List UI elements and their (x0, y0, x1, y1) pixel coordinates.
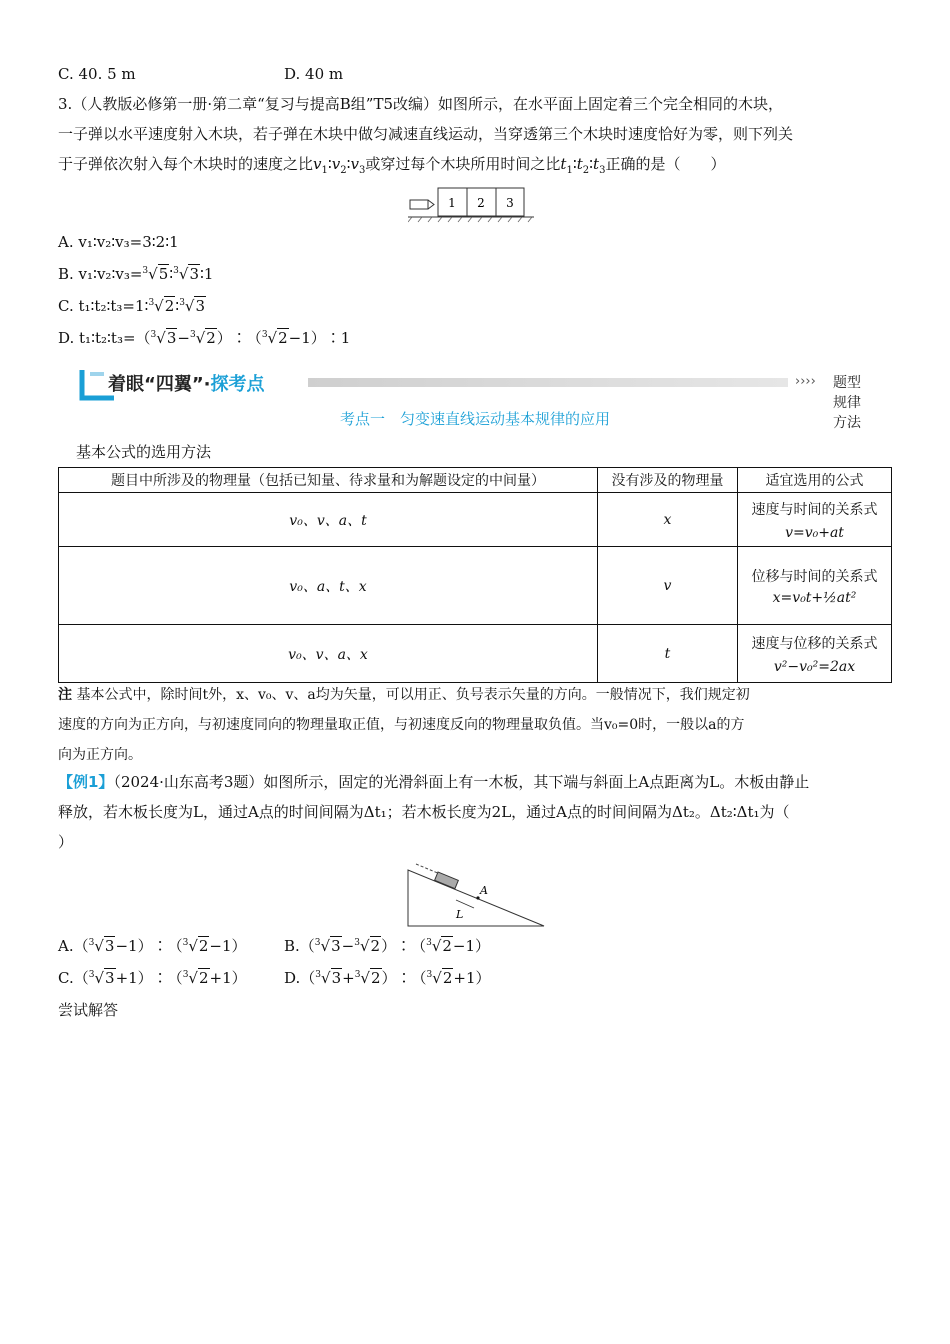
banner-title-b: 探考点 (210, 374, 265, 395)
q3-text-3c: 正确的是（ ） (605, 155, 726, 173)
example1-text-3: ） (58, 833, 74, 851)
row2-formula-name: 位移与时间的关系式 (751, 568, 878, 585)
q3-text-3a: 于子弹依次射入每个木块时的速度之比 (58, 155, 314, 173)
q3-number: 3. (58, 95, 73, 113)
note-text-1: 基本公式中，除时间t外，x、v₀、v、a均为矢量，可以用正、负号表示矢量的方向。一般情况下，我们规定初 (76, 687, 750, 703)
q3-line2 (58, 124, 793, 144)
q3-line1 (58, 94, 783, 114)
bullet-blocks-figure (408, 186, 540, 224)
banner-keywords: 题型 规律 方法 (833, 375, 861, 431)
row1-formula: v=v₀+at (785, 524, 844, 541)
label-a: A (480, 884, 488, 897)
q3-option-d: D. t₁∶t₂∶t₃=（$^3$√3−$^3$√2）∶（$^3$√2−1）∶1 (58, 329, 351, 347)
example1-text-2: 释放，若木板长度为L，通过A点的时间间隔为Δt₁；若木板长度为2L，通过A点的时间间隔为Δt₂。Δt₂∶Δt₁为（ (58, 803, 790, 821)
row3-formula-name: 速度与位移的关系式 (751, 635, 878, 652)
option-c: C. 40. 5 m (58, 65, 136, 83)
table-header-2: 没有涉及的物理量 (598, 468, 738, 493)
row1-formula-cell (738, 493, 892, 547)
q3-text-3b: 或穿过每个木块所用时间之比 (365, 155, 561, 173)
note-line-1 (58, 680, 892, 710)
table-header-3: 适宜选用的公式 (738, 468, 892, 493)
q3-option-b: B. v₁∶v₂∶v₃=$^3$√5∶$^3$√3∶1 (58, 265, 214, 283)
example1-tag: 【例1】 (58, 773, 114, 791)
banner-bar (308, 378, 788, 387)
row2-formula: x=v₀t+½at² (772, 589, 857, 606)
row1-formula-name: 速度与时间的关系式 (751, 501, 878, 518)
q3-text-1: （人教版必修第一册·第二章“复习与提高B组”T5改编）如图所示，在水平面上固定着三个完全相同的木块， (72, 95, 783, 113)
example1-line3 (58, 832, 73, 852)
note-block (58, 680, 892, 770)
block-label-2: 2 (477, 196, 485, 210)
note-label: 注 (58, 687, 72, 703)
q3-text-2: 一子弹以水平速度射入木块，若子弹在木块中做匀减速直线运动，当穿透第三个木块时速度恰好为零，则下列关 (58, 125, 794, 143)
row1-missing: x (598, 493, 738, 547)
table-row (59, 625, 892, 683)
banner-arrows-icon: ›››› (795, 374, 816, 389)
q3-option-c: C. t₁∶t₂∶t₃=1∶$^3$√2∶$^3$√3 (58, 297, 206, 315)
table-row (59, 547, 892, 625)
row3-formula-cell (738, 625, 892, 683)
q3-line3: 于子弹依次射入每个木块时的速度之比$v_1∶v_2∶v_3$或穿过每个木块所用时间之比$t_1∶t_2∶t_3$正确的是（ ） (58, 155, 726, 176)
block-label-3: 3 (506, 196, 514, 210)
option-c-line (58, 64, 136, 84)
ex1-option-b: B.（$^3$√3−$^3$√2）∶（$^3$√2−1） (284, 937, 491, 955)
note-line-2: 速度的方向为正方向，与初速度同向的物理量取正值，与初速度反向的物理量取负值。当v₀=0时，一般以a的方 (58, 717, 745, 733)
subhead: 基本公式的选用方法 (76, 443, 212, 461)
table-row (59, 493, 892, 547)
ex1-option-a: A.（$^3$√3−1）∶（$^3$√2−1） (58, 937, 247, 955)
example1-text-1: （2024·山东高考3题）如图所示，固定的光滑斜面上有一木板，其下端与斜面上A点距离为L。木板由静止 (113, 773, 810, 791)
formula-table (58, 467, 892, 683)
row3-missing: t (598, 625, 738, 683)
q3-option-a (58, 232, 179, 252)
example1-line2 (58, 802, 790, 822)
ex1-option-c: C.（$^3$√3+1）∶（$^3$√2+1） (58, 969, 247, 987)
row2-missing: v (598, 547, 738, 625)
example1-line1 (58, 772, 809, 792)
block-label-1: 1 (448, 196, 456, 210)
banner-title-a: 着眼“四翼”· (108, 374, 211, 395)
q3-option-b-text: B. v₁∶v₂∶v₃= (58, 265, 143, 283)
label-l: L (456, 908, 464, 921)
row1-quantities: v₀、v、a、t (59, 493, 598, 547)
q3-option-d-text: D. t₁∶t₂∶t₃=（ (58, 329, 151, 347)
table-header-row (59, 468, 892, 493)
option-d: D. 40 m (284, 65, 344, 83)
row2-formula-cell (738, 547, 892, 625)
note-line-3: 向为正方向。 (58, 747, 142, 763)
table-header-1: 题目中所涉及的物理量（包括已知量、待求量和为解题设定的中间量） (59, 468, 598, 493)
try-answer-heading: 尝试解答 (58, 1001, 119, 1019)
row3-quantities: v₀、v、a、x (59, 625, 598, 683)
section-title: 考点一 匀变速直线运动基本规律的应用 (339, 410, 610, 428)
ex1-option-d: D.（$^3$√3+$^3$√2）∶（$^3$√2+1） (284, 969, 491, 987)
option-d-line (284, 64, 343, 84)
banner-title (108, 370, 265, 396)
row3-formula: v²−v₀²=2ax (773, 658, 856, 675)
row2-quantities: v₀、a、t、x (59, 547, 598, 625)
q3-option-a-text: A. v₁∶v₂∶v₃=3∶2∶1 (58, 233, 179, 251)
q3-option-c-text: C. t₁∶t₂∶t₃=1∶ (58, 297, 149, 315)
incline-figure (404, 862, 550, 930)
